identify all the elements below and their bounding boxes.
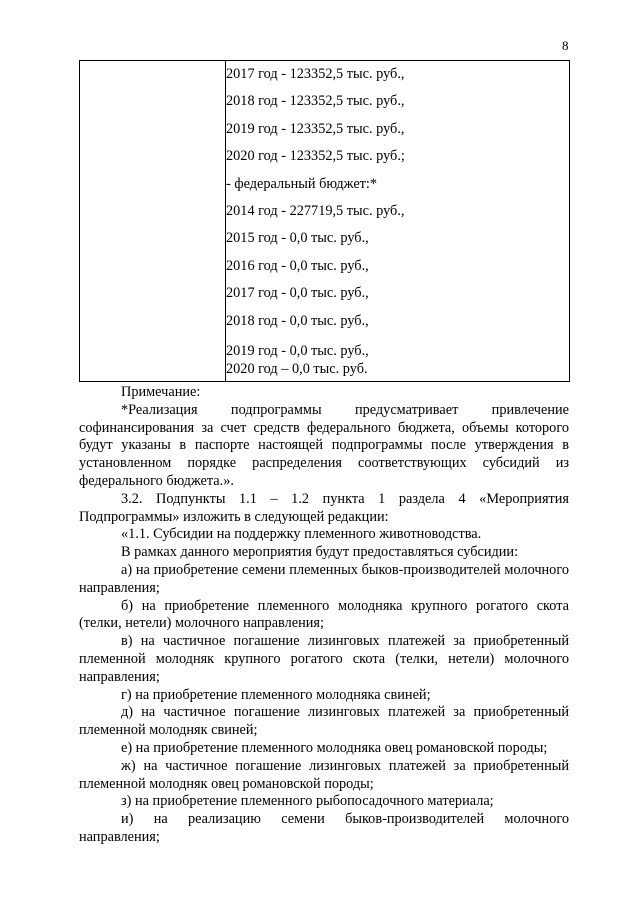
funding-line: - федеральный бюджет:* — [226, 175, 378, 192]
subsidy-list-item: е) на приобретение племенного молодняка овец романовской породы; — [121, 739, 548, 756]
subsidy-list-item: г) на приобретение племенного молодняка свиней; — [121, 686, 431, 703]
subsidy-list-item: в) на частичное погашение лизинговых платежей за приобретенный племенной молодняк крупного рогатого скота (телки, нетели) молочного направления; — [79, 633, 569, 685]
section-paragraph: 3.2. Подпункты 1.1 – 1.2 пункта 1 раздела 4 «Мероприятия Подпрограммы» изложить в следующей редакции: — [79, 490, 569, 525]
note-heading: Примечание: — [121, 384, 201, 400]
subsidy-list-item: а) на приобретение семени племенных быков-производителей молочного направления; — [79, 561, 569, 596]
funding-line: 2018 год - 0,0 тыс. руб., — [226, 312, 369, 329]
section-paragraph: «1.1. Субсидии на поддержку племенного животноводства. — [121, 526, 482, 543]
page-number: 8 — [562, 38, 569, 53]
note-text-first-line: *Реализация подпрограммы предусматривает привлечение — [121, 401, 569, 418]
funding-table-empty-cell — [80, 61, 226, 382]
funding-table-row — [80, 61, 570, 382]
document-body — [79, 384, 569, 847]
funding-line: 2014 год - 227719,5 тыс. руб., — [226, 202, 405, 219]
section-paragraph: В рамках данного мероприятия будут предоставляться субсидии: — [121, 544, 519, 561]
funding-line: 2018 год - 123352,5 тыс. руб., — [226, 93, 405, 110]
subsidy-list-item: ж) на частичное погашение лизинговых платежей за приобретенный племенной молодняк овец романовской породы; — [79, 757, 569, 792]
note-text: софинансирования за счет средств федерального бюджета, объемы которого будут указаны в паспорте настоящей подпрограммы после утверждения в установленном порядке распределения соответствующих субсидий из федерального бюджета.». — [79, 419, 569, 489]
funding-line: 2017 год - 0,0 тыс. руб., — [226, 285, 369, 302]
funding-line: 2016 год - 0,0 тыс. руб., — [226, 257, 369, 274]
funding-line: 2017 год - 123352,5 тыс. руб., — [226, 66, 405, 82]
funding-table — [79, 60, 570, 382]
subsidy-list-item: б) на приобретение племенного молодняка крупного рогатого скота (телки, нетели) молочного направления; — [79, 597, 569, 632]
funding-line: 2019 год - 123352,5 тыс. руб., — [226, 120, 405, 137]
subsidy-list-item: з) на приобретение племенного рыбопосадочного материала; — [121, 793, 494, 810]
funding-table-values-cell — [226, 61, 570, 382]
funding-line: 2020 год – 0,0 тыс. руб. — [226, 360, 368, 377]
funding-line: 2020 год - 123352,5 тыс. руб.; — [226, 148, 405, 165]
funding-line: 2019 год - 0,0 тыс. руб., — [226, 342, 369, 359]
subsidy-list-item: д) на частичное погашение лизинговых платежей за приобретенный племенной молодняк свиней; — [79, 704, 569, 739]
subsidy-list-item: и) на реализацию семени быков-производителей молочного направления; — [79, 811, 569, 845]
funding-line: 2015 год - 0,0 тыс. руб., — [226, 230, 369, 247]
